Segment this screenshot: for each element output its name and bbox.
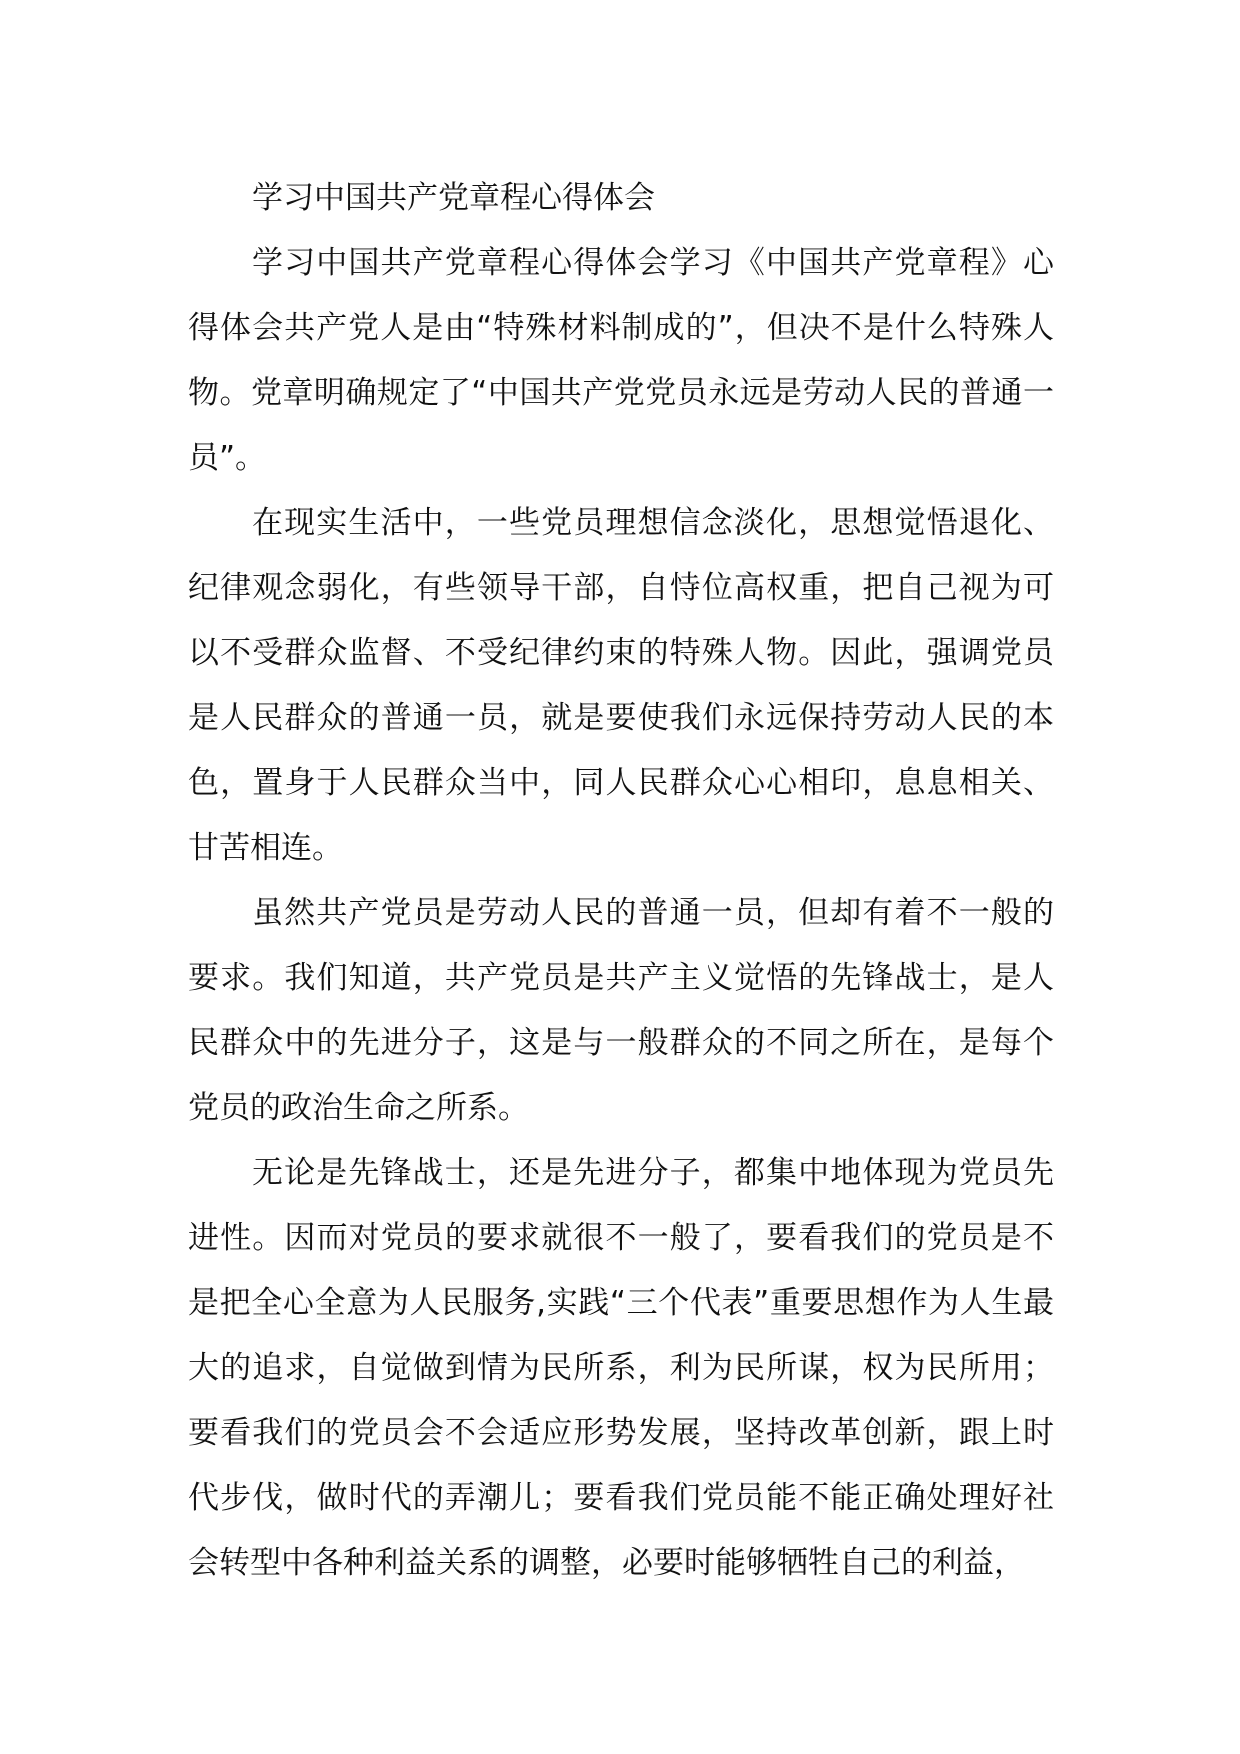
paragraph: 虽然共产党员是劳动人民的普通一员，但却有着不一般的要求。我们知道，共产党员是共产主义觉悟的先锋战士，是人民群众中的先进分子，这是与一般群众的不同之所在，是每个党员的政治生命之所系。 [188,895,1054,1126]
document-page [188,166,1054,1596]
paragraph: 无论是先锋战士，还是先进分子，都集中地体现为党员先进性。因而对党员的要求就很不一般了，要看我们的党员是不是把全心全意为人民服务,实践“三个代表”重要思想作为人生最大的追求，自觉做到情为民所系，利为民所谋，权为民所用；要看我们的党员会不会适应形势发展，坚持改革创新，跟上时代步伐，做时代的弄潮儿；要看我们党员能不能正确处理好社会转型中各种利益关系的调整，必要时能够牺牲自己的利益， [188,1155,1054,1581]
paragraph: 在现实生活中，一些党员理想信念淡化，思想觉悟退化、纪律观念弱化，有些领导干部，自恃位高权重，把自己视为可以不受群众监督、不受纪律约束的特殊人物。因此，强调党员是人民群众的普通一员，就是要使我们永远保持劳动人民的本色，置身于人民群众当中，同人民群众心心相印，息息相关、甘苦相连。 [188,505,1054,866]
paragraph: 学习中国共产党章程心得体会学习《中国共产党章程》心得体会共产党人是由“特殊材料制成的”，但决不是什么特殊人物。党章明确规定了“中国共产党党员永远是劳动人民的普通一员”。 [188,245,1054,476]
document-title: 学习中国共产党章程心得体会 [252,180,655,216]
